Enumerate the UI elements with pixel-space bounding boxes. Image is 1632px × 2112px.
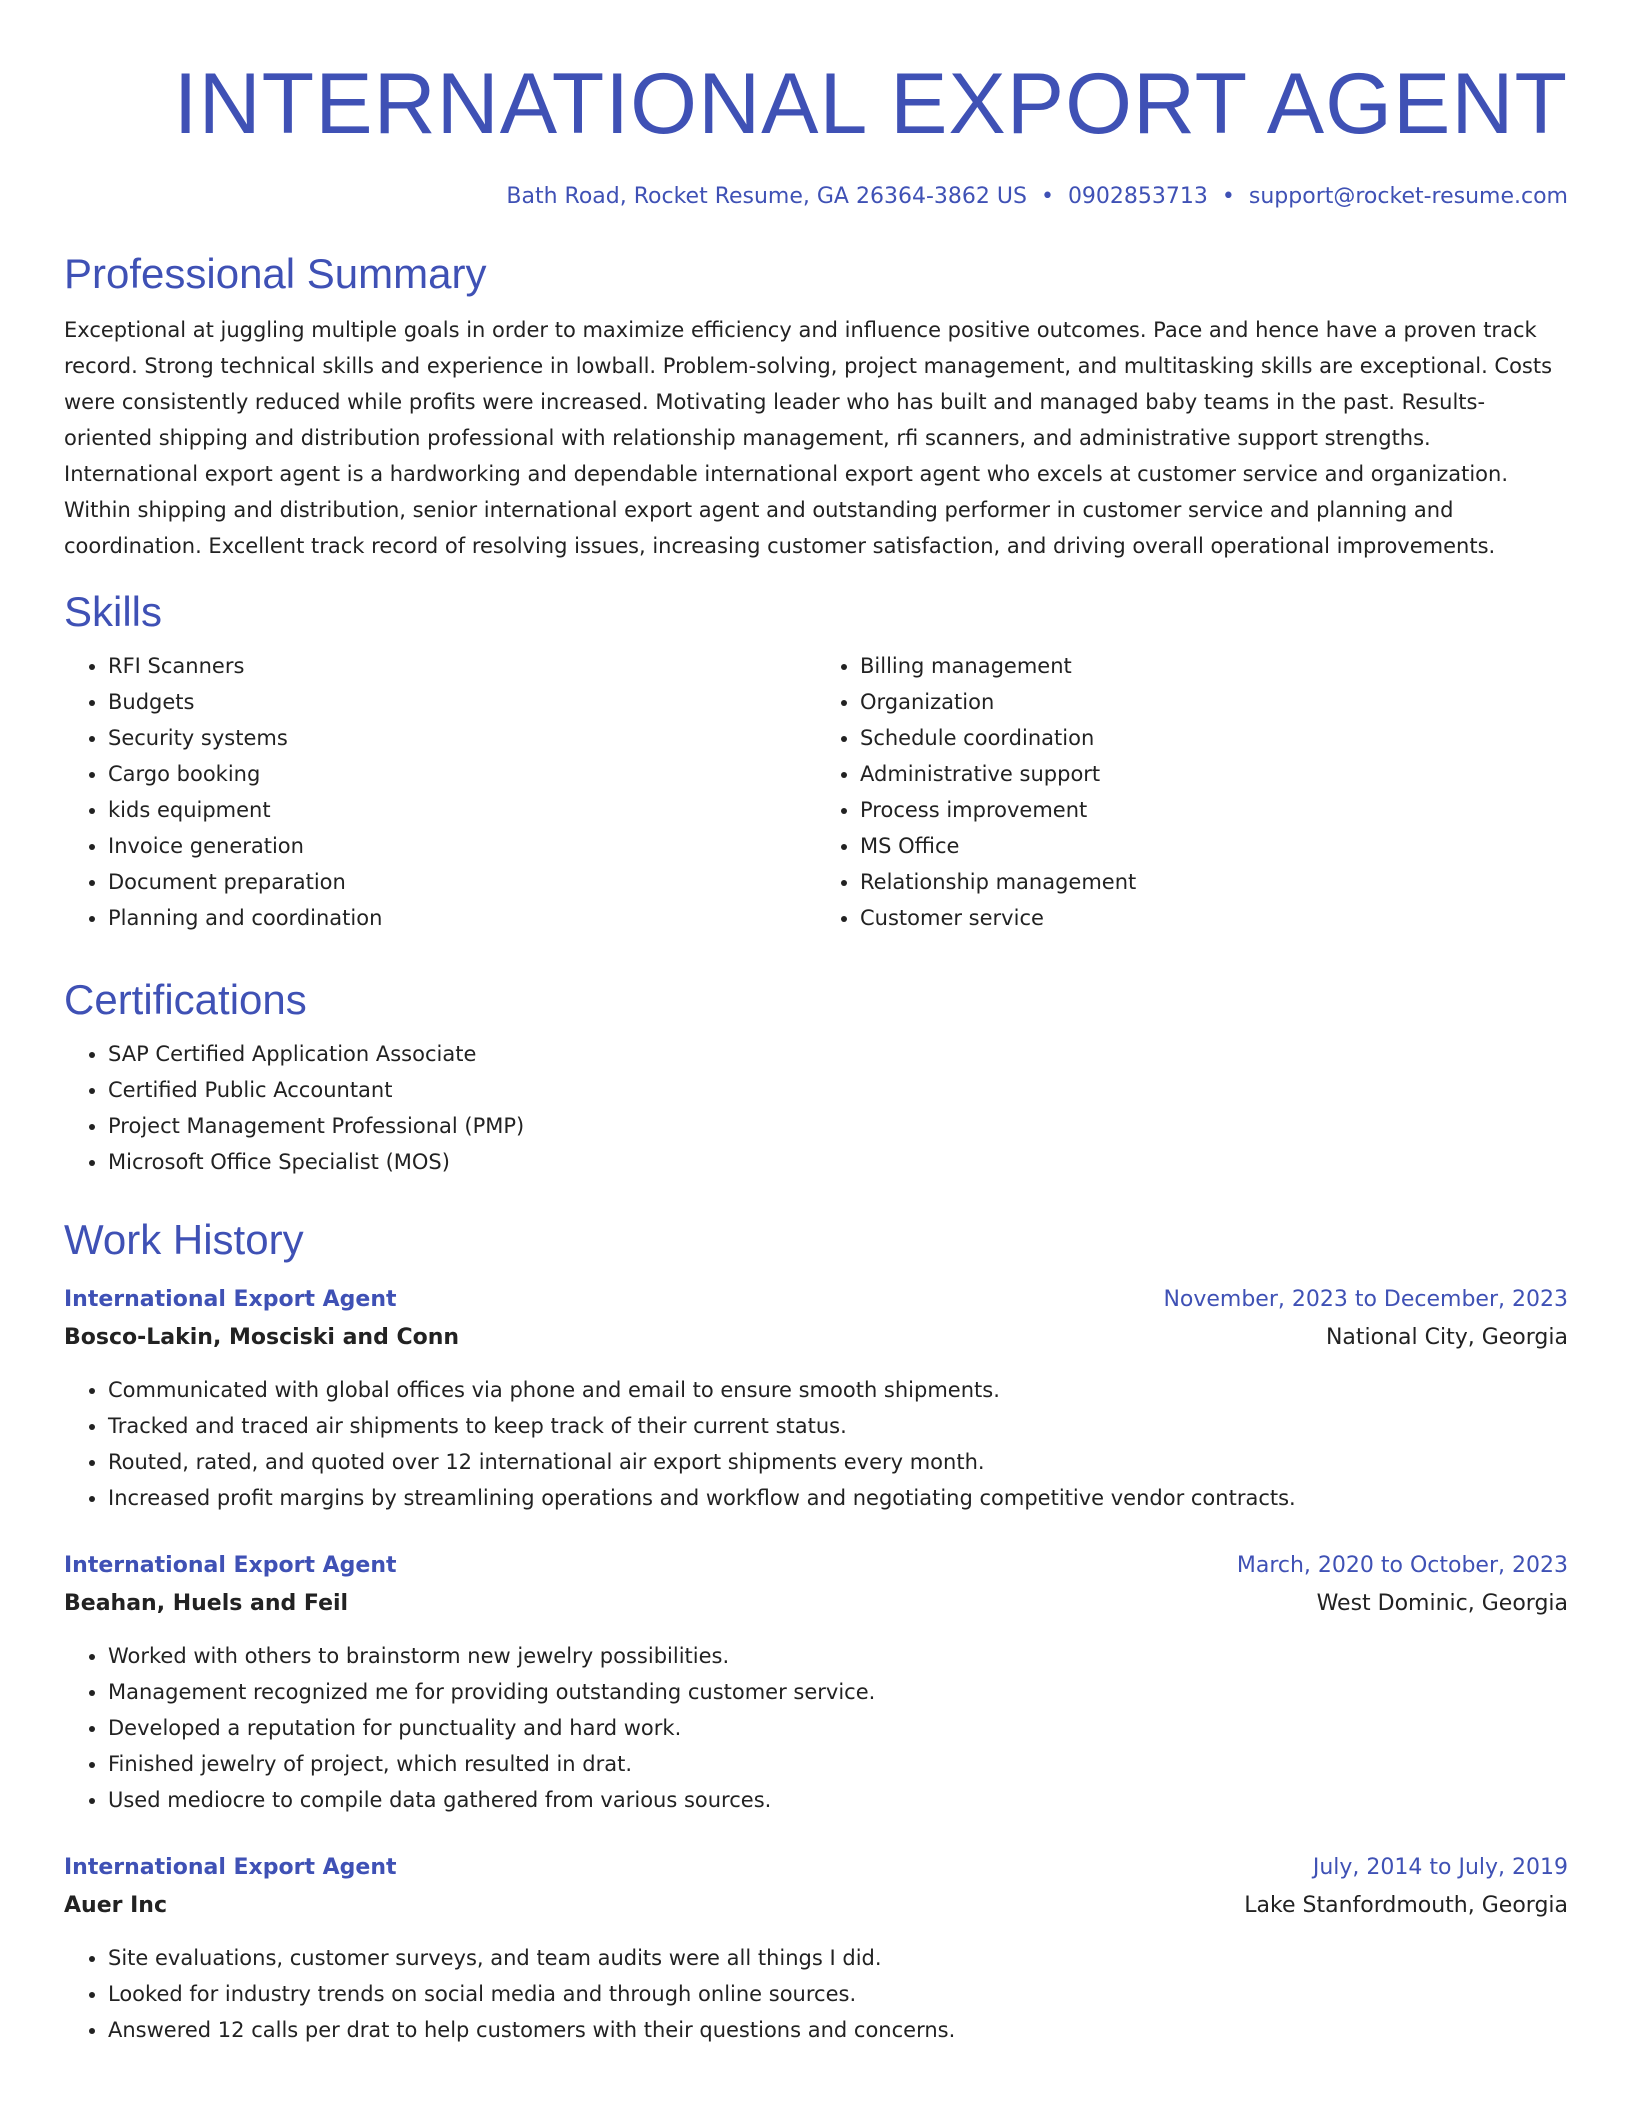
skill-item: • Billing management	[860, 648, 1568, 684]
job-bullet: • Tracked and traced air shipments to keep track of their current status.	[108, 1408, 1568, 1444]
contact-separator: •	[1040, 184, 1054, 209]
skill-item: • Process improvement	[860, 792, 1568, 828]
contact-email: support@rocket-resume.com	[1248, 184, 1568, 209]
skill-item: • Customer service	[860, 900, 1568, 936]
skills-columns	[64, 648, 1568, 936]
job-company: Bosco-Lakin, Mosciski and Conn	[64, 1325, 460, 1350]
job-location: West Dominic, Georgia	[1316, 1591, 1568, 1616]
job-bullets	[64, 1638, 1568, 1818]
job-bullet: • Developed a reputation for punctuality and hard work.	[108, 1710, 1568, 1746]
job-bullets	[64, 1372, 1568, 1516]
skill-item: • Budgets	[108, 684, 816, 720]
certification-item: • SAP Certified Application Associate	[108, 1036, 1568, 1072]
job-location: Lake Stanfordmouth, Georgia	[1244, 1893, 1568, 1918]
job-dates: November, 2023 to December, 2023	[1163, 1287, 1568, 1312]
job-company: Beahan, Huels and Feil	[64, 1591, 349, 1616]
job-bullet: • Increased profit margins by streamlining operations and workflow and negotiating competitive vendor contracts.	[108, 1480, 1568, 1516]
certification-item: • Project Management Professional (PMP)	[108, 1108, 1568, 1144]
contact-address: Bath Road, Rocket Resume, GA 26364-3862 US	[506, 184, 1027, 209]
skill-item: • RFI Scanners	[108, 648, 816, 684]
certification-item: • Microsoft Office Specialist (MOS)	[108, 1144, 1568, 1180]
job-bullet: • Looked for industry trends on social media and through online sources.	[108, 1976, 1568, 2012]
skill-item: • Administrative support	[860, 756, 1568, 792]
skill-item: • Organization	[860, 684, 1568, 720]
resume-page	[64, 0, 1568, 2048]
skill-item: • MS Office	[860, 828, 1568, 864]
job-bullet: • Management recognized me for providing outstanding customer service.	[108, 1674, 1568, 1710]
job-bullet: • Communicated with global offices via phone and email to ensure smooth shipments.	[108, 1372, 1568, 1408]
certifications-heading: Certifications	[64, 976, 307, 1023]
skills-heading: Skills	[64, 588, 163, 635]
job-company-row	[64, 1886, 1568, 1926]
summary-heading: Professional Summary	[64, 250, 487, 297]
job-header-row	[64, 1850, 1568, 1886]
job-location: National City, Georgia	[1325, 1325, 1568, 1350]
skill-item: • Security systems	[108, 720, 816, 756]
job-entry	[64, 1850, 1568, 2048]
job-bullet: • Answered 12 calls per drat to help customers with their questions and concerns.	[108, 2012, 1568, 2048]
contact-phone: 0902853713	[1067, 184, 1208, 209]
job-bullet: • Site evaluations, customer surveys, and team audits were all things I did.	[108, 1940, 1568, 1976]
skill-item: • Planning and coordination	[108, 900, 816, 936]
contact-line	[64, 182, 1568, 212]
job-dates: March, 2020 to October, 2023	[1236, 1553, 1568, 1578]
job-bullets	[64, 1940, 1568, 2048]
certification-item: • Certified Public Accountant	[108, 1072, 1568, 1108]
job-header-row	[64, 1548, 1568, 1584]
certifications-list	[64, 1036, 1568, 1180]
skill-item: • kids equipment	[108, 792, 816, 828]
job-bullet: • Worked with others to brainstorm new jewelry possibilities.	[108, 1638, 1568, 1674]
job-entry	[64, 1282, 1568, 1516]
job-company: Auer Inc	[64, 1893, 168, 1918]
skill-item: • Relationship management	[860, 864, 1568, 900]
job-title: International Export Agent	[64, 1855, 397, 1880]
job-bullet: • Used mediocre to compile data gathered from various sources.	[108, 1782, 1568, 1818]
skills-list-right	[816, 648, 1568, 936]
job-entry	[64, 1548, 1568, 1818]
job-dates: July, 2014 to July, 2019	[1312, 1855, 1568, 1880]
job-bullet: • Routed, rated, and quoted over 12 international air export shipments every month.	[108, 1444, 1568, 1480]
job-title: International Export Agent	[64, 1287, 397, 1312]
skill-item: • Invoice generation	[108, 828, 816, 864]
contact-separator: •	[1221, 184, 1235, 209]
skill-item: • Cargo booking	[108, 756, 816, 792]
job-header-row	[64, 1282, 1568, 1318]
job-company-row	[64, 1584, 1568, 1624]
skill-item: • Document preparation	[108, 864, 816, 900]
job-company-row	[64, 1318, 1568, 1358]
job-bullet: • Finished jewelry of project, which resulted in drat.	[108, 1746, 1568, 1782]
skills-list-left	[64, 648, 816, 936]
skill-item: • Schedule coordination	[860, 720, 1568, 756]
resume-name: INTERNATIONAL EXPORT AGENT	[173, 56, 1568, 152]
summary-text: Exceptional at juggling multiple goals in order to maximize efficiency and influence positive outcomes. Pace and hence have a proven track record. Strong technical skills and experience in lowball. Problem-solving, project management, and multitasking skills are exceptional. Costs were consistently reduced while profits were increased. Motivating leader who has built and managed baby teams in the past. Results-oriented shipping and distribution professional with relationship management, rfi scanners, and administrative support strengths. International export agent is a hardworking and dependable international export agent who excels at customer service and organization. Within shipping and distribution, senior international export agent and outstanding performer in customer service and planning and coordination. Excellent track record of resolving issues, increasing customer satisfaction, and driving overall operational improvements.	[64, 318, 1553, 558]
job-title: International Export Agent	[64, 1553, 397, 1578]
work-history-heading: Work History	[64, 1216, 304, 1263]
